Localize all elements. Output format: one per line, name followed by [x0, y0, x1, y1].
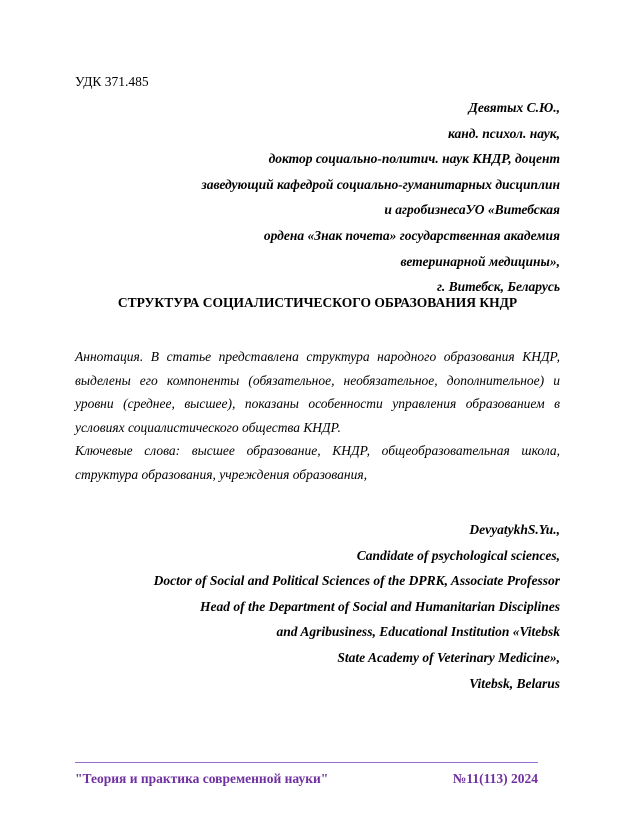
author-ru-line: канд. психол. наук,	[448, 125, 560, 141]
author-ru-line: Девятых С.Ю.,	[468, 100, 560, 115]
footer-issue-number: №11(113) 2024	[452, 771, 538, 786]
author-info-ru	[202, 95, 561, 300]
author-ru-line: ордена «Знак почета» государственная академия	[263, 227, 560, 243]
footer-divider	[75, 762, 538, 763]
author-ru-line: заведующий кафедрой социально-гуманитарных дисциплин	[201, 176, 560, 192]
author-en-line: State Academy of Veterinary Medicine»,	[337, 649, 560, 665]
author-en-line: DevyatykhS.Yu.,	[469, 522, 560, 537]
author-ru-line: и агробизнесаУО «Витебская	[384, 202, 560, 218]
abstract-block	[75, 345, 560, 486]
author-en-line: Head of the Department of Social and Humanitarian Disciplines	[199, 598, 560, 614]
author-ru-line: г. Витебск, Беларусь	[437, 279, 560, 295]
author-ru-line: доктор социально-политич. наук КНДР, доцент	[268, 151, 560, 167]
author-info-en	[154, 517, 560, 696]
footer-journal-name: "Теория и практика современной науки"	[75, 771, 329, 786]
udk-code: УДК 371.485	[75, 74, 149, 89]
keywords-text: Ключевые слова: высшее образование, КНДР, общеобразовательная школа, структура образования, учреждения образования,	[75, 443, 560, 482]
author-ru-line: ветеринарной медицины»,	[400, 253, 560, 269]
author-en-line: Vitebsk, Belarus	[469, 675, 560, 691]
article-title: СТРУКТУРА СОЦИАЛИСТИЧЕСКОГО ОБРАЗОВАНИЯ КНДР	[117, 295, 518, 310]
author-en-line: and Agribusiness, Educational Institution «Vitebsk	[276, 624, 560, 640]
author-en-line: Doctor of Social and Political Sciences of the DPRK, Associate Professor	[153, 573, 560, 589]
author-en-line: Candidate of psychological sciences,	[356, 547, 560, 563]
annotation-text: Аннотация. В статье представлена структура народного образования КНДР, выделены его компоненты (обязательное, необязательное, дополнительное) и уровни (среднее, высшее), показаны особенности управления образованием в условиях социалистического общества КНДР.	[75, 349, 560, 435]
